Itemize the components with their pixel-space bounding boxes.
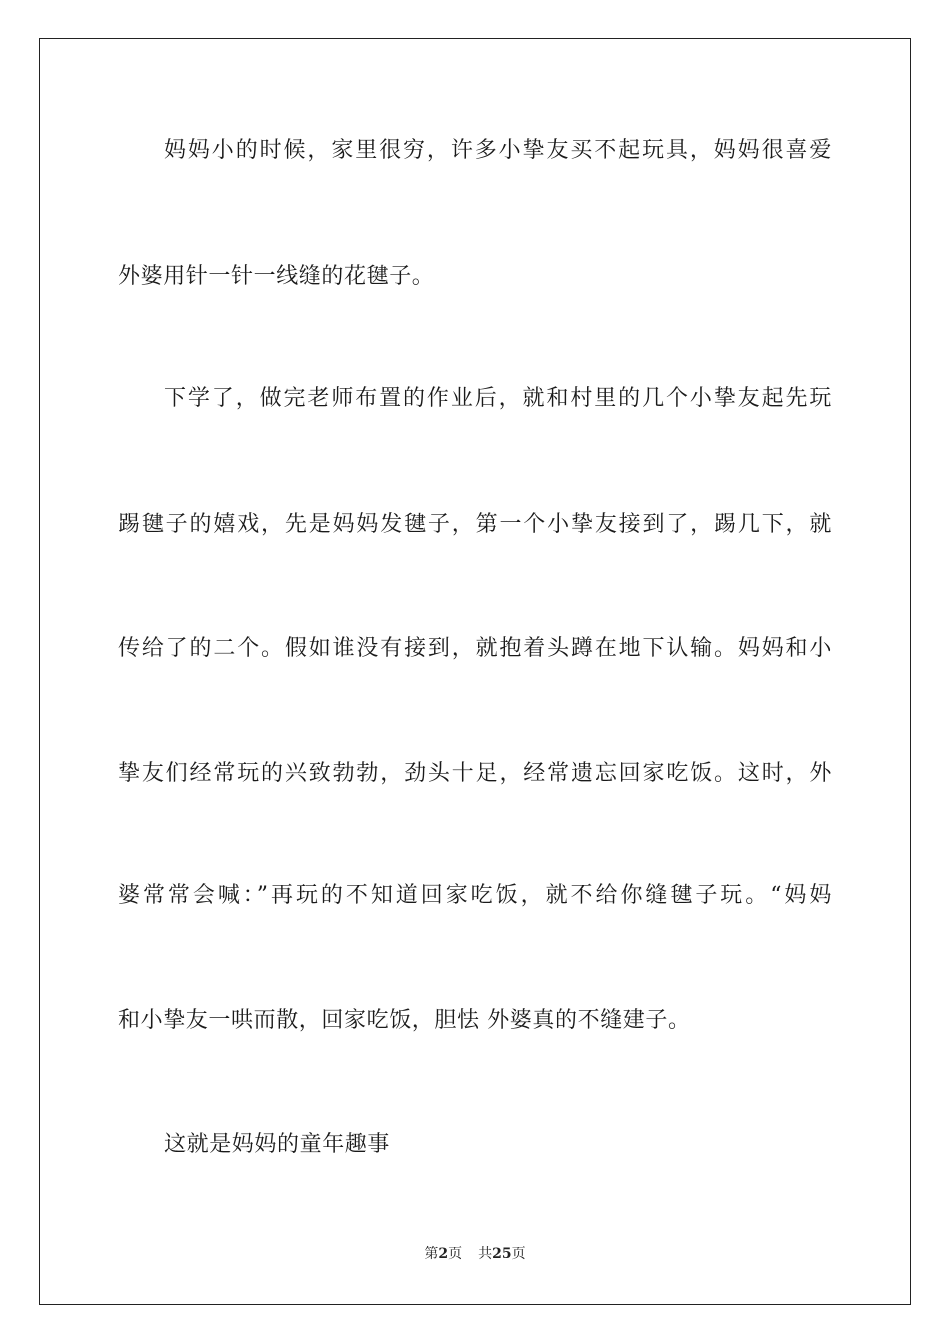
footer-page-number: 2 — [438, 1246, 449, 1262]
paragraph-2-line-5: 婆常常会喊：”再玩的不知道回家吃饭，就不给你缝毽子玩。“妈妈 — [118, 883, 832, 908]
footer-page-prefix: 第 — [424, 1246, 439, 1262]
paragraph-2-line-2: 踢毽子的嬉戏，先是妈妈发毽子，第一个小挚友接到了，踢几下，就 — [118, 512, 832, 537]
footer-total-suffix: 页 — [511, 1246, 526, 1262]
paragraph-2-line-4: 挚友们经常玩的兴致勃勃，劲头十足，经常遗忘回家吃饭。这时，外 — [118, 761, 832, 786]
paragraph-2-line-1: 下学了，做完老师布置的作业后，就和村里的几个小挚友起先玩 — [164, 386, 832, 411]
paragraph-1-line-2: 外婆用针一针一线缝的花毽子。 — [118, 264, 435, 289]
paragraph-1-line-1: 妈妈小的时候，家里很穷，许多小挚友买不起玩具，妈妈很喜爱 — [164, 138, 832, 163]
footer-total-pages: 25 — [492, 1246, 512, 1262]
footer-total-prefix: 共 — [478, 1246, 493, 1262]
footer-page-suffix: 页 — [448, 1246, 463, 1262]
paragraph-3-line-1: 这就是妈妈的童年趣事 — [164, 1132, 391, 1157]
page-footer — [0, 1244, 950, 1264]
paragraph-2-line-6: 和小挚友一哄而散，回家吃饭，胆怯 外婆真的不缝建子。 — [118, 1008, 691, 1033]
paragraph-2-line-3: 传给了的二个。假如谁没有接到，就抱着头蹲在地下认输。妈妈和小 — [118, 636, 832, 661]
page-border — [39, 38, 911, 1305]
